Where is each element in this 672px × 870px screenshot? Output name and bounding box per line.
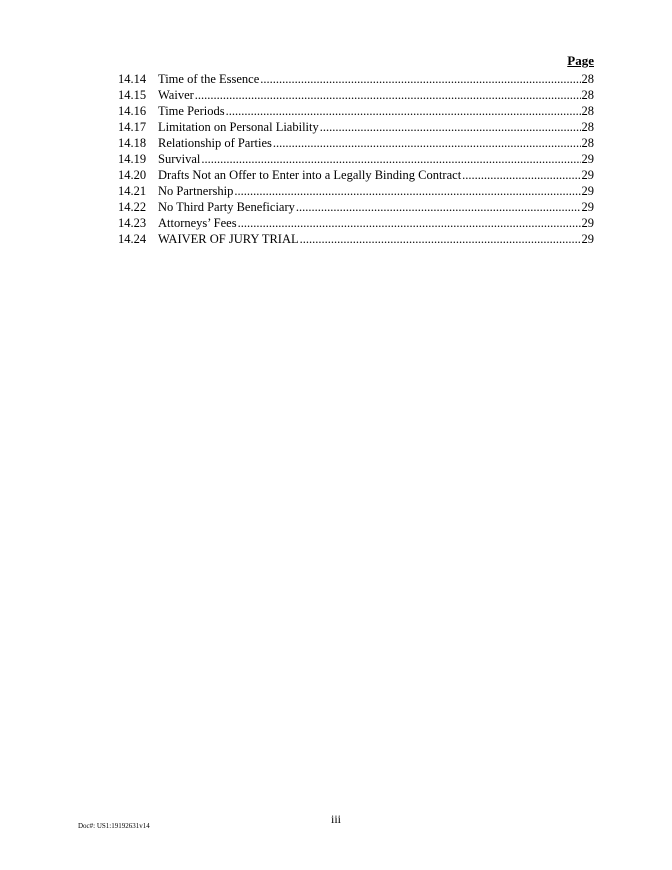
page-number: iii xyxy=(330,812,341,826)
toc-dot-leader xyxy=(320,119,581,135)
toc-entry[interactable] xyxy=(118,167,594,183)
toc-entry[interactable] xyxy=(118,103,594,119)
toc-entry-title: Limitation on Personal Liability xyxy=(158,120,319,134)
toc-entry-number: 14.20 xyxy=(118,168,147,182)
toc-dot-leader xyxy=(273,135,581,151)
toc-dot-leader xyxy=(226,103,581,119)
toc-entry-title: Waiver xyxy=(158,88,194,102)
toc-entry-page: 28 xyxy=(581,88,594,102)
toc-entry-number: 14.23 xyxy=(118,216,147,230)
toc-entry-title: Relationship of Parties xyxy=(158,136,272,150)
toc-entry[interactable] xyxy=(118,151,594,167)
toc-entry[interactable] xyxy=(118,199,594,215)
toc-entry-page: 29 xyxy=(581,168,594,182)
toc-entry-title: Time of the Essence xyxy=(158,72,260,86)
toc-entry-page: 28 xyxy=(581,104,594,118)
toc-entry-number: 14.21 xyxy=(118,184,147,198)
toc-dot-leader xyxy=(195,87,581,103)
toc-dot-leader xyxy=(260,71,580,87)
toc-entry-page: 29 xyxy=(581,232,594,246)
page-column-header: Page xyxy=(567,53,594,68)
toc-entry-number: 14.18 xyxy=(118,136,147,150)
toc-entry-title: Survival xyxy=(158,152,201,166)
table-of-contents xyxy=(118,71,594,247)
toc-entry[interactable] xyxy=(118,231,594,247)
toc-dot-leader xyxy=(296,199,581,215)
toc-entry-number: 14.15 xyxy=(118,88,147,102)
toc-entry-number: 14.22 xyxy=(118,200,147,214)
toc-entry[interactable] xyxy=(118,183,594,199)
toc-entry-title: Drafts Not an Offer to Enter into a Legally Binding Contract xyxy=(158,168,462,182)
toc-entry-page: 28 xyxy=(581,136,594,150)
toc-entry-number: 14.17 xyxy=(118,120,147,134)
toc-entry-title: No Partnership xyxy=(158,184,234,198)
toc-entry-page: 29 xyxy=(581,152,594,166)
toc-entry-number: 14.24 xyxy=(118,232,147,246)
toc-entry-page: 29 xyxy=(581,184,594,198)
toc-dot-leader xyxy=(462,167,580,183)
toc-entry[interactable] xyxy=(118,119,594,135)
toc-dot-leader xyxy=(201,151,580,167)
toc-dot-leader xyxy=(300,231,581,247)
toc-entry[interactable] xyxy=(118,71,594,87)
toc-entry[interactable] xyxy=(118,87,594,103)
toc-dot-leader xyxy=(234,183,580,199)
toc-entry-page: 29 xyxy=(581,216,594,230)
toc-entry-page: 28 xyxy=(581,120,594,134)
toc-entry[interactable] xyxy=(118,135,594,151)
toc-entry-title: No Third Party Beneficiary xyxy=(158,200,295,214)
toc-entry[interactable] xyxy=(118,215,594,231)
toc-entry-title: Attorneys’ Fees xyxy=(158,216,237,230)
toc-entry-number: 14.14 xyxy=(118,72,147,86)
toc-entry-page: 28 xyxy=(581,72,594,86)
toc-entry-number: 14.16 xyxy=(118,104,147,118)
toc-entry-page: 29 xyxy=(581,200,594,214)
toc-dot-leader xyxy=(238,215,581,231)
toc-entry-title: WAIVER OF JURY TRIAL xyxy=(158,232,299,246)
document-id: Doc#: US1:19192631v14 xyxy=(78,822,150,830)
toc-entry-number: 14.19 xyxy=(118,152,147,166)
toc-entry-title: Time Periods xyxy=(158,104,225,118)
